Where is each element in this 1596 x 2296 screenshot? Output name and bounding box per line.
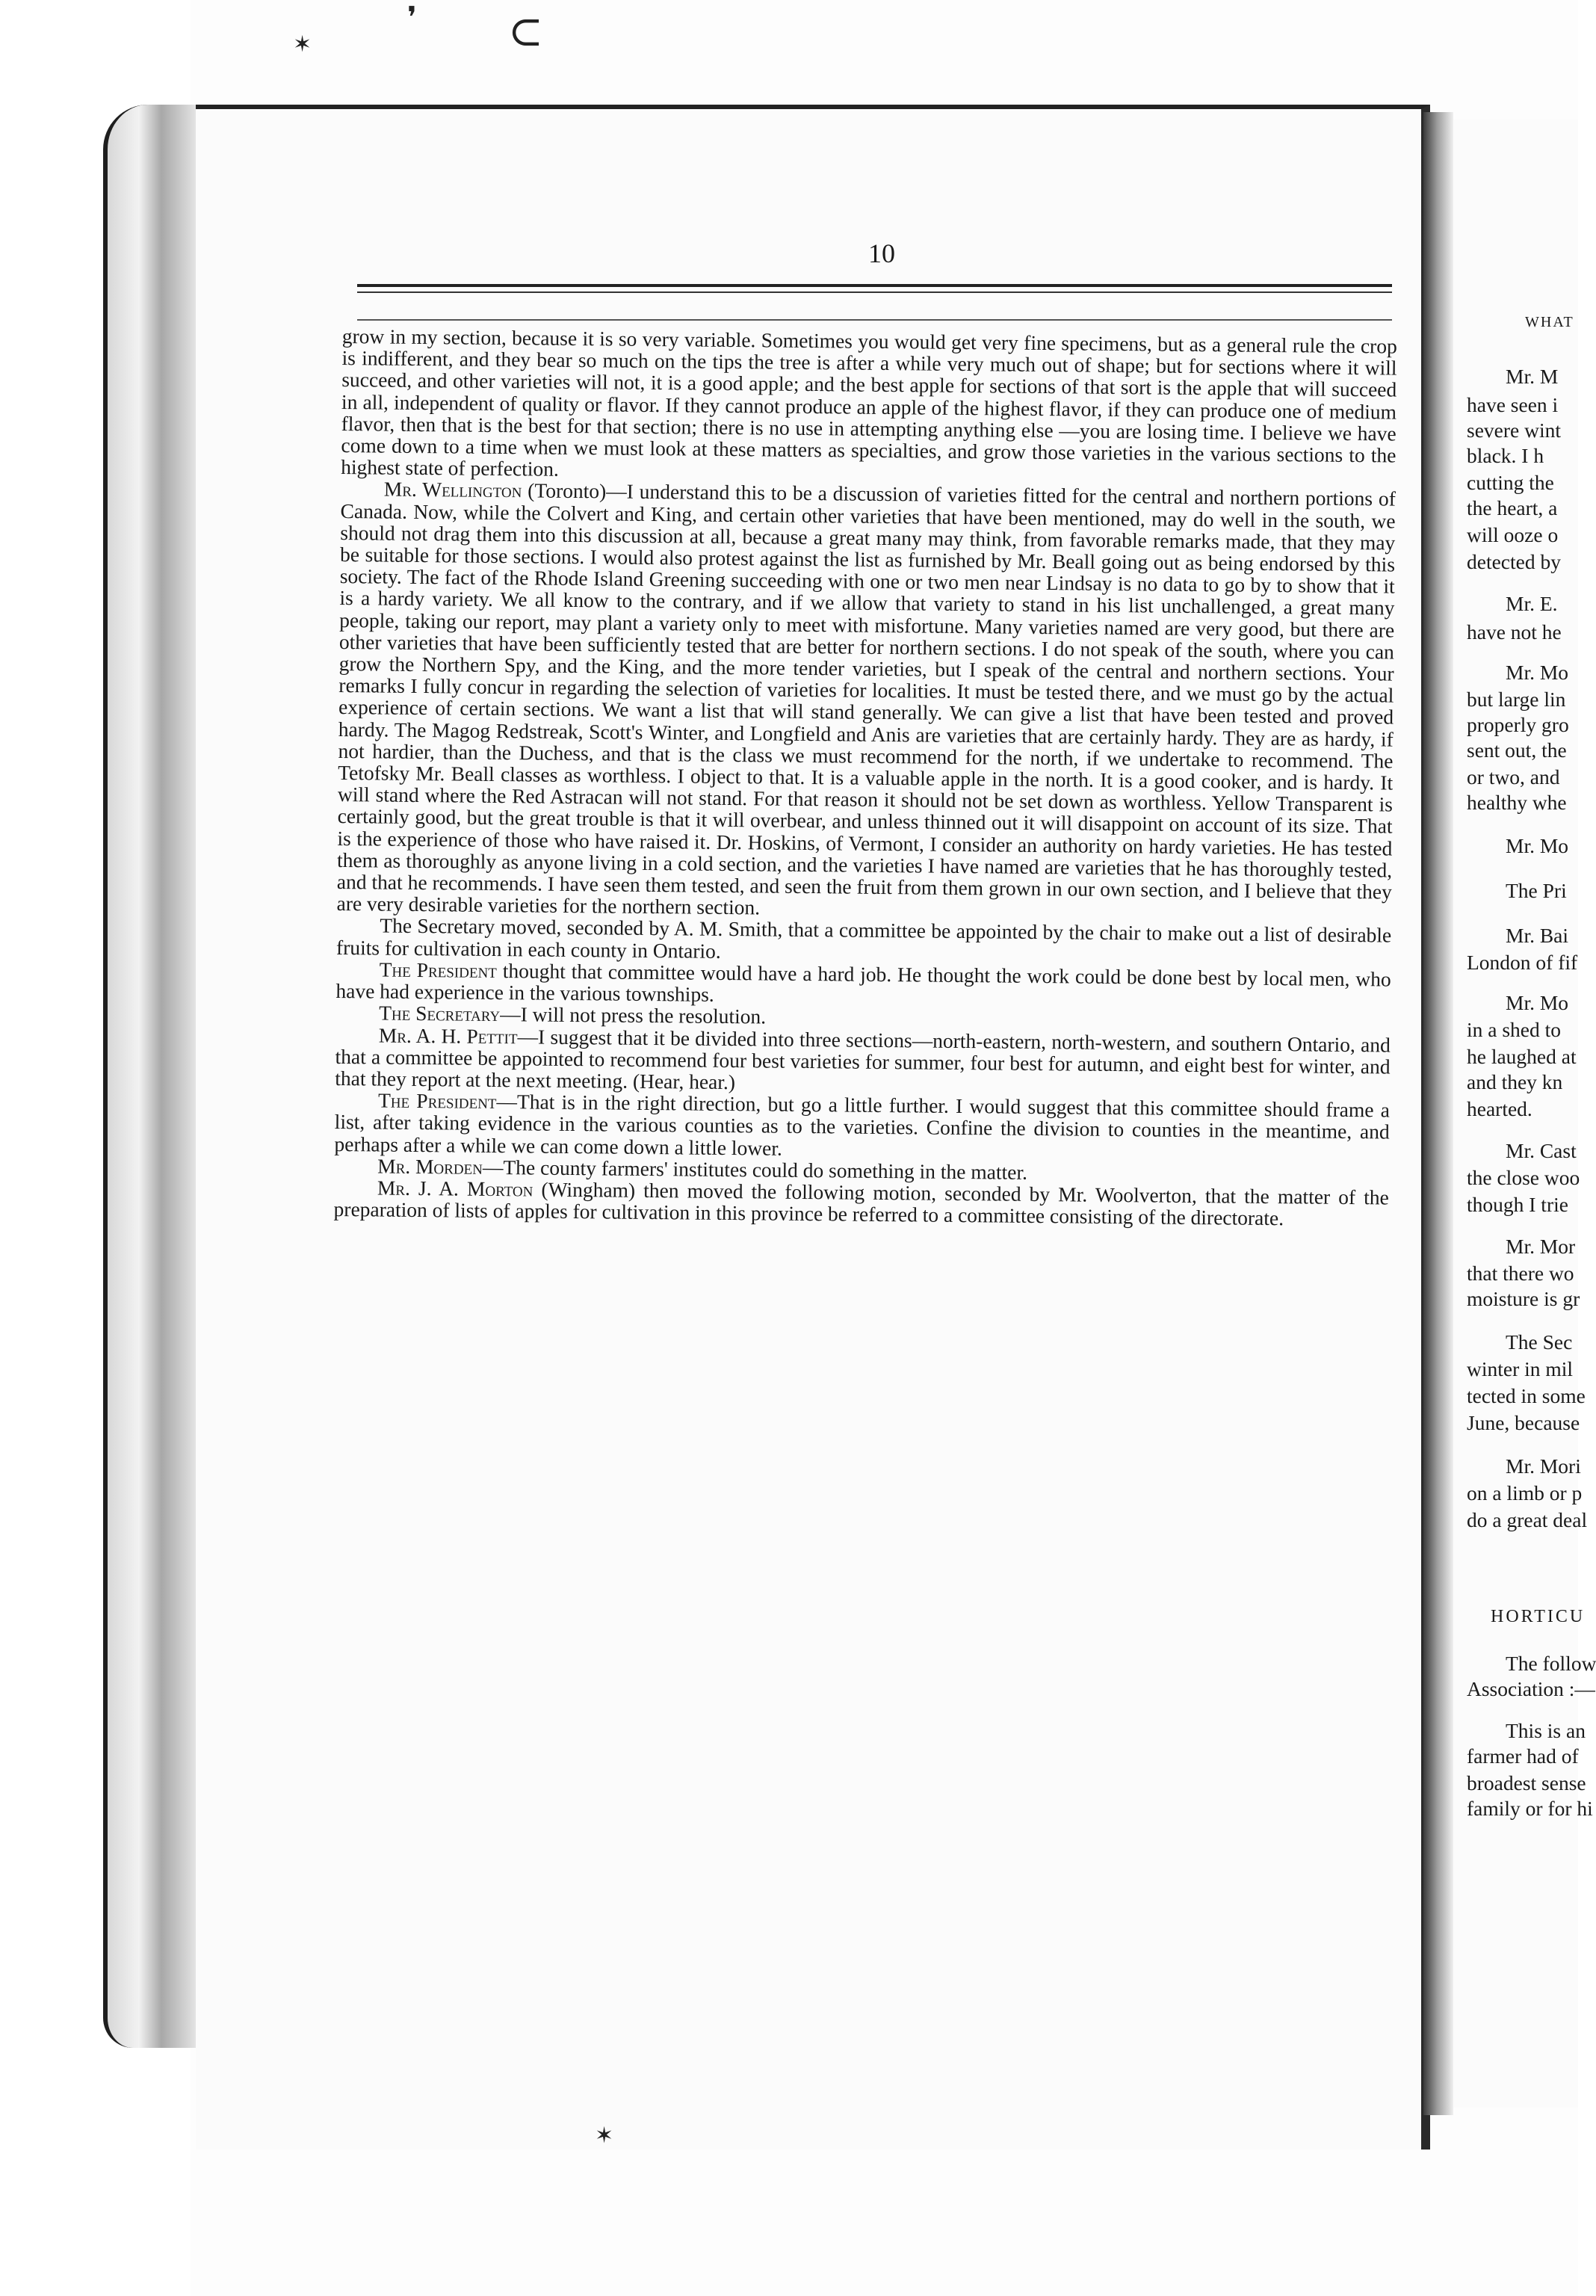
facing-page-line: Mr. E. <box>1506 592 1558 615</box>
facing-page-line: Mr. M <box>1506 365 1559 388</box>
facing-page-line: winter in mil <box>1467 1357 1574 1380</box>
facing-page-line: The follow <box>1506 1652 1596 1675</box>
paragraph-text: The Secretary moved, seconded by A. M. Smith, that a committee be appointed by the chair to make out a list of desirable fruits for cultivation in each county in Ontario. <box>335 914 1392 963</box>
facing-page-line: tected in some <box>1467 1384 1586 1407</box>
book-gutter <box>1423 112 1453 2115</box>
speaker-name: Mr. Wellington <box>383 477 522 502</box>
facing-page-line: but large lin <box>1467 688 1566 711</box>
facing-page-line: Mr. Mo <box>1506 991 1569 1014</box>
facing-page-line: severe wint <box>1467 419 1561 442</box>
facing-page-line: The Pri <box>1506 879 1567 902</box>
paragraph-text: —The county farmers' institutes could do something in the matter. <box>482 1155 1028 1184</box>
paragraph <box>336 478 1396 925</box>
speaker-name: The Secretary <box>379 1001 501 1026</box>
facing-page-line: and they kn <box>1467 1070 1563 1093</box>
facing-page-line: in a shed to <box>1467 1018 1562 1041</box>
paragraph-text: (Toronto)—I understand this to be a discussion of varieties fitted for the central and northern portions of Canada. Now, while the Colvert and King, and certain other varieties that have been mentioned, may do well in the south, we should not drag them into this discussion at all, because a great many may think, from favorable remarks made, that they may be suitable for those sections. I would also protest against the list as furnished by Mr. Beall going out as being endorsed by this society. The fact of the Rhode Island Greening succeeding with one or two men near Lindsay is no data to go by to show that it is a hardy variety. We all know to the contrary, and if we allow that variety to stand in his list unchallenged, a great many people, taking our report, may plant a variety only to meet with misfortune. Many varieties named are very good, but there are other varieties that have been sufficiently tested that are better for northern sections. I do not speak of the south, where you can grow the Northern Spy, and the King, and the more tender varieties, but I speak of the central and northern sections. Your remarks I fully concur in regarding the selection of varieties for localities. It must be tested there, and we must go by the actual experience of certain sections. We want a list that will stand generally. We can give a list that have been tested and proved hardy. The Magog Redstreak, Scott's Winter, and Longfield and Anis are varieties that are certainly hardy. They are as hardy, if not hardier, than the Duchess, and that is the class we must recommend for the north, if we undertake to recommend. The Tetofsky Mr. Beall classes as worthless. I object to that. It is a valuable apple in the north. It is a good cooker, and is hardy. It will stand where the Red Astracan will not stand. For that reason it should not be set down as worthless. Yellow Transparent is certainly good, but the great trouble is that it will overbear, and unless thinned out it will disappoint on account of its size. That is the experience of those who have raised it. Dr. Hoskins, of Vermont, I consider an authority on hardy varieties. He has tested them as thoroughly as anyone living in a cold section, and the varieties I have named are varieties that he has thoroughly tested, and that he recommends. I have seen them tested, and seen the fruit from them grown in our own section, and I believe that they are very desirable varieties for the northern section. <box>336 478 1396 919</box>
facing-page-fragment <box>1453 120 1596 2108</box>
speaker-name: The President <box>379 957 498 982</box>
paragraph-text: —I will not press the resolution. <box>500 1002 767 1028</box>
facing-page-line: have seen i <box>1467 393 1559 416</box>
facing-page-line: Mr. Mo <box>1506 661 1569 684</box>
paragraph <box>334 1176 1389 1230</box>
header-rule-secondary <box>357 291 1392 293</box>
facing-page-line: sent out, the <box>1467 738 1567 762</box>
scan-speck: ⊂ <box>508 9 543 55</box>
facing-page-line: the close woo <box>1467 1166 1580 1189</box>
facing-page-line: Association :— <box>1467 1677 1595 1700</box>
facing-page-line: properly gro <box>1467 713 1569 736</box>
facing-page-line: Mr. Mo <box>1506 834 1569 857</box>
facing-page-line: Mr. Mori <box>1506 1454 1581 1478</box>
facing-page-line: WHAT <box>1525 314 1574 330</box>
facing-page-line: The Sec <box>1506 1330 1573 1354</box>
book-page-edges <box>103 105 197 2048</box>
scan-speck: ✶ <box>595 2123 614 2148</box>
speaker-name: Mr. Morden <box>377 1154 483 1179</box>
paragraph <box>334 1089 1390 1164</box>
paragraph-text: (Wingham) then moved the following motion, seconded by Mr. Woolverton, that the matter of the preparation of lists of apples for cultivation in this province be referred to a committee consisting of the directorate. <box>333 1177 1390 1230</box>
paragraph-text: —I suggest that it be divided into three sections—north-eastern, north-western, and southern Ontario, and that a committee be appointed to recommend four best varieties for summer, four best for autumn, and eight best for winter, and that they report at the next meeting. (Hear, hear.) <box>335 1024 1391 1094</box>
facing-page-line: Mr. Cast <box>1506 1139 1577 1162</box>
facing-page-line: the heart, a <box>1467 496 1558 519</box>
facing-page-line: detected by <box>1467 550 1561 573</box>
facing-page-line: Mr. Mor <box>1506 1235 1576 1258</box>
facing-page-line: Mr. Bai <box>1506 924 1569 947</box>
facing-page-line: This is an <box>1506 1719 1586 1742</box>
header-rule-lower <box>357 319 1392 321</box>
facing-page-line: black. I h <box>1467 444 1544 467</box>
header-rule <box>357 284 1392 287</box>
speaker-name: Mr. J. A. Morton <box>377 1176 533 1201</box>
page-number: 10 <box>868 238 895 268</box>
speaker-name: Mr. A. H. Pettit <box>378 1023 518 1048</box>
facing-page-line: farmer had of <box>1467 1744 1579 1768</box>
facing-page-line: broadest sense <box>1467 1771 1586 1794</box>
paragraph-text: thought that committee would have a hard job. He thought the work could be done best by local men, who have had experience in the various townships. <box>335 958 1391 1006</box>
facing-page-line: though I trie <box>1467 1193 1568 1216</box>
paragraph-text: grow in my section, because it is so very variable. Sometimes you would get very fine specimens, but as a general rule the crop is indifferent, and they bear so much on the tips the tree is after a while very much out of shape; but for sections where it will succeed, and other varieties will not, it is a good apple; and the best apple for sections of that sort is the apple that will succeed in all, independent of quality or flavor. If they cannot produce an apple of the highest flavor, if they can produce one of medium flavor, then that is the best for that section; there is no use in attempting anything else —you are losing time. I believe we have come down to a time when we must look at these matters as specialties, and grow those varieties in the various sections to the highest state of perfection. <box>341 324 1397 481</box>
facing-page-line: moisture is gr <box>1467 1287 1580 1310</box>
facing-page-line: will ooze o <box>1467 523 1559 546</box>
facing-page-line: London of fif <box>1467 951 1578 974</box>
facing-page-line: HORTICU <box>1491 1607 1586 1626</box>
paragraph <box>341 325 1397 488</box>
facing-page-line: do a great deal <box>1467 1508 1588 1531</box>
facing-page-line: that there wo <box>1467 1262 1574 1285</box>
scan-speck: ✶ <box>293 32 312 57</box>
paragraph <box>335 1023 1391 1099</box>
facing-page-line: cutting the <box>1467 471 1554 494</box>
facing-page-line: June, because <box>1467 1411 1580 1434</box>
facing-page-line: family or for hi <box>1467 1797 1593 1820</box>
facing-page-line: he laughed at <box>1467 1045 1577 1068</box>
scan-speck: ❜ <box>407 1 417 34</box>
facing-page-line: or two, and <box>1467 765 1560 789</box>
paragraph-text: —That is in the right direction, but go a little further. I would suggest that this committee should frame a list, after taking evidence in the various counties as to the varieties. Confine the division to counties in the meantime, and perhaps after a while we can come down a little lower. <box>334 1090 1391 1160</box>
facing-page-line: healthy whe <box>1467 791 1567 814</box>
facing-page-line: hearted. <box>1467 1097 1532 1120</box>
body-text <box>334 325 1397 1230</box>
facing-page-line: have not he <box>1467 620 1562 644</box>
facing-page-line: on a limb or p <box>1467 1481 1583 1505</box>
speaker-name: The President <box>377 1088 497 1114</box>
